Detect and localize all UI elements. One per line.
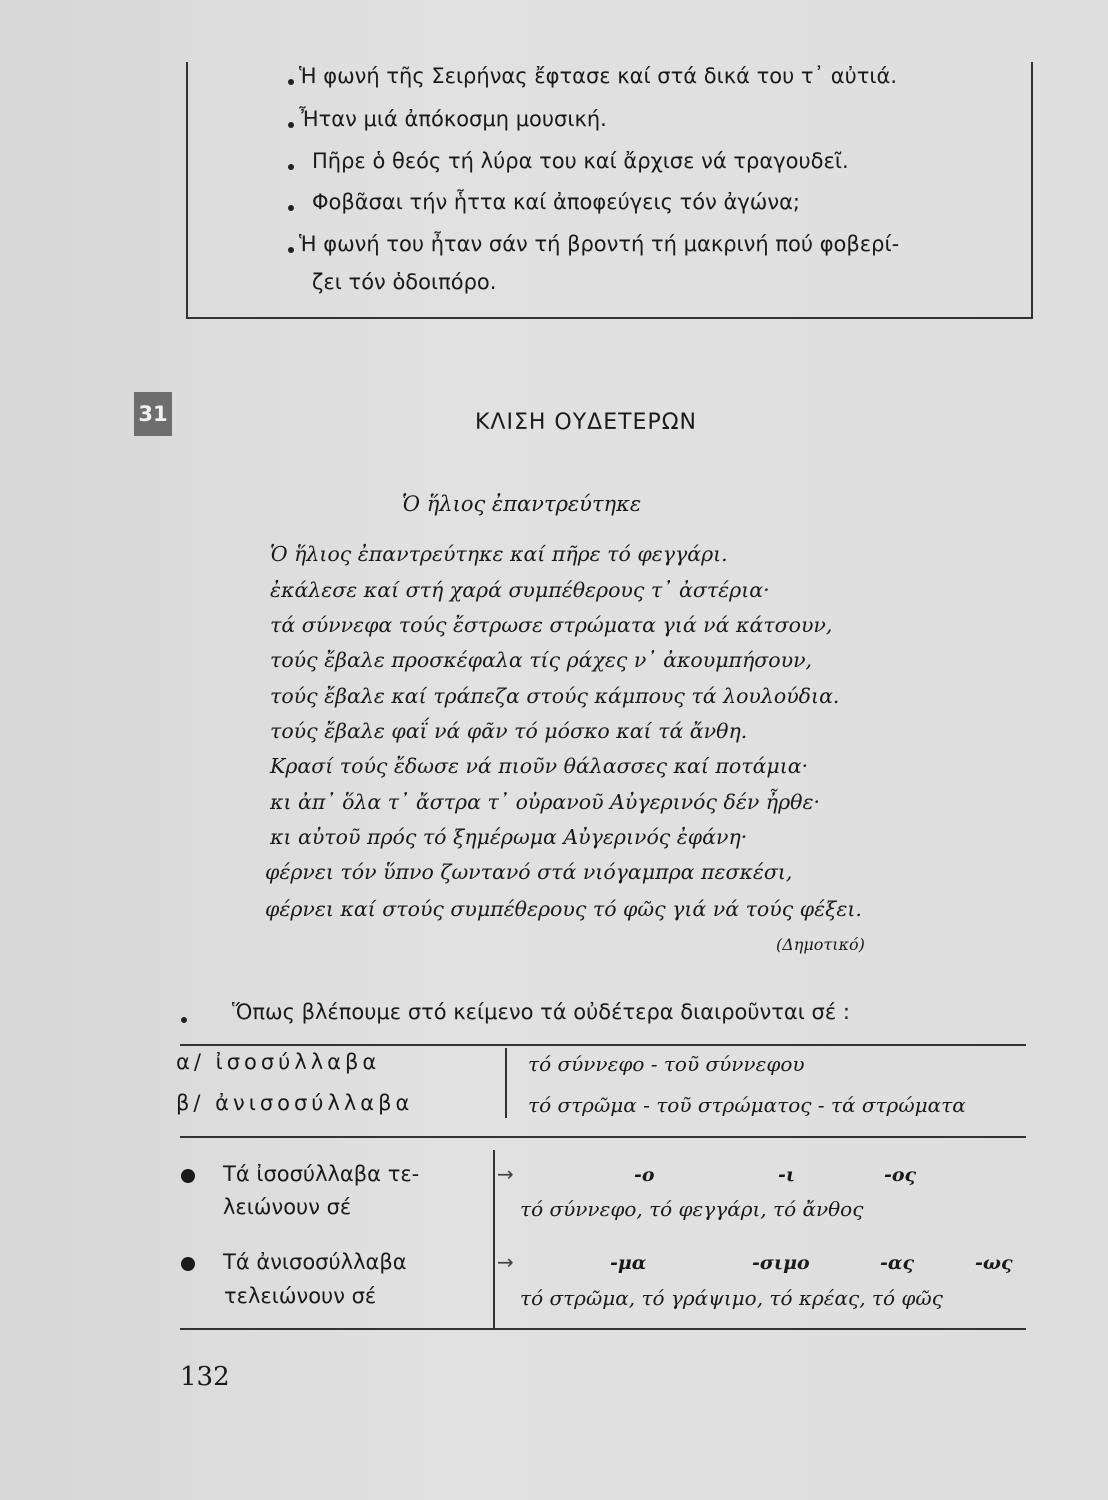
poem-line: κι αὐτοῦ πρός τό ξημέρωμα Αὐγερινός ἐφάνη· (270, 825, 748, 849)
poem-line: τούς ἔβαλε καί τράπεζα στούς κάμπους τά λουλούδια. (270, 684, 840, 708)
category-label: α/ ἰσοσύλλαβα (176, 1050, 381, 1074)
poem-line: φέρνει καί στούς συμπέθερους τό φῶς γιά νά τούς φέξει. (265, 897, 862, 921)
box-line-6: ζει τόν ὁδοιπόρο. (312, 270, 497, 294)
suffix: -ι (778, 1164, 796, 1186)
divider (180, 1328, 1026, 1330)
poem-line: κι ἀπ᾽ ὅλα τ᾽ ἄστρα τ᾽ οὐρανοῦ Αὐγερινός δέν ἦρθε· (270, 790, 820, 814)
bullet-dot (181, 1169, 195, 1183)
poem-line: τά σύννεφα τούς ἔστρωσε στρώματα γιά νά κάτσουν, (270, 613, 833, 637)
suffix-examples: τό στρῶμα, τό γράψιμο, τό κρέας, τό φῶς (520, 1286, 943, 1310)
poem-line: Ὁ ἥλιος ἐπαντρεύτηκε καί πῆρε τό φεγγάρι. (270, 542, 728, 566)
arrow-icon: → (497, 1250, 514, 1274)
category-example: τό στρῶμα - τοῦ στρώματος - τά στρώματα (528, 1093, 966, 1117)
category-example: τό σύννεφο - τοῦ σύννεφου (528, 1052, 805, 1076)
box-line-2: Ἦταν μιά ἀπόκοσμη μουσική. (299, 107, 607, 131)
suffix: -ας (880, 1252, 915, 1274)
bullet-dot (181, 1017, 187, 1023)
box-line-1: Ἡ φωνή τῆς Σειρήνας ἔφτασε καί στά δικά του τ᾽ αὐτιά. (299, 64, 898, 88)
poem-line: Κρασί τούς ἔδωσε νά πιοῦν θάλασσες καί ποτάμια· (270, 754, 809, 778)
poem-line: φέρνει τόν ὕπνο ζωντανό στά νιόγαμπρα πεσκέσι, (265, 860, 793, 884)
arrow-icon: → (497, 1162, 514, 1186)
anisosyllabic-rule-line2: τελειώνουν σέ (224, 1284, 377, 1308)
bullet-dot (288, 122, 294, 128)
bullet-dot (288, 205, 294, 211)
suffix: -μα (610, 1252, 647, 1274)
section-heading: ΚΛΙΣΗ ΟΥΔΕΤΕΡΩΝ (475, 410, 697, 435)
poem-line: τούς ἔβαλε φαΐ νά φᾶν τό μόσκο καί τά ἄνθη. (270, 719, 748, 743)
box-line-5: Ἡ φωνή του ἦταν σάν τή βροντή τή μακρινή πού φοβερί- (299, 232, 900, 256)
suffix: -ως (975, 1252, 1013, 1274)
bullet-dot (288, 164, 294, 170)
poem-source: (Δημοτικό) (776, 935, 865, 954)
bullet-dot (288, 247, 294, 253)
suffix: -σιμο (752, 1252, 810, 1274)
divider (493, 1150, 495, 1330)
category-label: β/ ἀνισοσύλλαβα (176, 1091, 414, 1115)
anisosyllabic-rule-line1: Τά ἀνισοσύλλαβα (223, 1250, 407, 1274)
suffix: -ος (884, 1164, 917, 1186)
poem-line: ἐκάλεσε καί στή χαρά συμπέθερους τ᾽ ἀστέρια· (270, 578, 770, 602)
divider (505, 1048, 507, 1118)
suffix: -ο (634, 1164, 655, 1186)
poem-title: Ὁ ἥλιος ἐπαντρεύτηκε (402, 492, 642, 516)
poem-line: τούς ἔβαλε προσκέφαλα τίς ράχες ν᾽ ἀκουμπήσουν, (270, 648, 813, 672)
isosyllabic-rule-line1: Τά ἰσοσύλλαβα τε- (223, 1162, 420, 1186)
box-line-3: Πῆρε ὁ θεός τή λύρα του καί ἄρχισε νά τραγουδεῖ. (312, 149, 849, 173)
division-intro: Ὅπως βλέπουμε στό κείμενο τά οὐδέτερα διαιροῦνται σέ : (232, 1000, 850, 1024)
bullet-dot (288, 79, 294, 85)
page-number: 132 (180, 1362, 230, 1392)
isosyllabic-rule-line2: λειώνουν σέ (223, 1195, 352, 1219)
section-number-badge: 31 (134, 392, 172, 436)
divider (180, 1136, 1026, 1138)
divider (180, 1044, 1026, 1046)
box-line-4: Φοβᾶσαι τήν ἧττα καί ἀποφεύγεις τόν ἀγώνα; (312, 190, 801, 214)
suffix-examples: τό σύννεφο, τό φεγγάρι, τό ἄνθος (520, 1197, 864, 1221)
bullet-dot (181, 1257, 195, 1271)
